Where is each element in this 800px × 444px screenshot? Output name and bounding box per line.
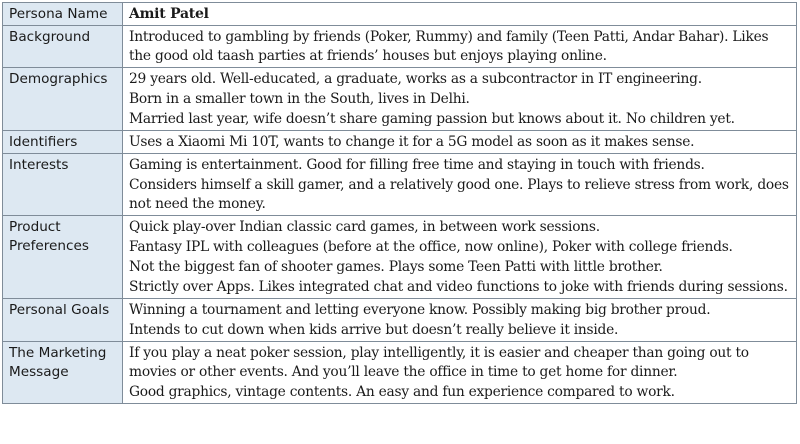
interests-entertainment-text: Gaming is entertainment. Good for filling free time and staying in touch with friends.: [129, 157, 705, 173]
background-label: Background: [3, 26, 123, 68]
identifiers-content: [123, 131, 797, 154]
persona-name-value: Amit Patel: [123, 3, 797, 26]
preferences-shooter-text: Not the biggest fan of shooter games. Plays some Teen Patti with little brother.: [129, 259, 663, 275]
demographics-content: [123, 68, 797, 131]
personal-goals-label: Personal Goals: [3, 299, 123, 342]
demographics-label: Demographics: [3, 68, 123, 131]
preferences-fantasy-text: Fantasy IPL with colleagues (before at the office, now online), Poker with college friends.: [129, 239, 733, 255]
goals-tournament-text: Winning a tournament and letting everyone know. Possibly making big brother proud.: [129, 302, 711, 318]
personal-goals-content: [123, 299, 797, 342]
interests-row: [3, 154, 797, 216]
interests-skill-text: Considers himself a skill gamer, and a relatively good one. Plays to relieve stress from work, does not need the money.: [129, 177, 789, 212]
background-row: [3, 26, 797, 68]
marketing-message-content: [123, 342, 797, 404]
demographics-family-text: Married last year, wife doesn’t share gaming passion but knows about it. No children yet.: [129, 111, 735, 127]
marketing-message-row: [3, 342, 797, 404]
marketing-message-label: The Marketing Message: [3, 342, 123, 404]
identifiers-label: Identifiers: [3, 131, 123, 154]
interests-label: Interests: [3, 154, 123, 216]
product-preferences-row: [3, 216, 797, 299]
preferences-card-games-text: Quick play-over Indian classic card games, in between work sessions.: [129, 219, 600, 235]
preferences-apps-text: Strictly over Apps. Likes integrated chat and video functions to joke with friends during sessions.: [129, 279, 788, 295]
demographics-origin-text: Born in a smaller town in the South, lives in Delhi.: [129, 91, 470, 107]
persona-name-label: Persona Name: [3, 3, 123, 26]
goals-cut-down-text: Intends to cut down when kids arrive but doesn’t really believe it inside.: [129, 322, 619, 338]
background-text: Introduced to gambling by friends (Poker, Rummy) and family (Teen Patti, Andar Bahar). Likes the good old taash parties at friends’ houses but enjoys playing online.: [129, 29, 769, 64]
product-preferences-content: [123, 216, 797, 299]
identifiers-row: [3, 131, 797, 154]
persona-table: [2, 2, 797, 404]
demographics-row: [3, 68, 797, 131]
identifiers-text: Uses a Xiaomi Mi 10T, wants to change it for a 5G model as soon as it makes sense.: [129, 134, 695, 150]
demographics-age-text: 29 years old. Well-educated, a graduate, works as a subcontractor in IT engineering.: [129, 71, 702, 87]
marketing-graphics-text: Good graphics, vintage contents. An easy and fun experience compared to work.: [129, 384, 675, 400]
interests-content: [123, 154, 797, 216]
personal-goals-row: [3, 299, 797, 342]
product-preferences-label: Product Preferences: [3, 216, 123, 299]
persona-name-row: [3, 3, 797, 26]
background-content: [123, 26, 797, 68]
marketing-poker-text: If you play a neat poker session, play intelligently, it is easier and cheaper than going out to movies or other events. And you’ll leave the office in time to get home for dinner.: [129, 345, 749, 380]
